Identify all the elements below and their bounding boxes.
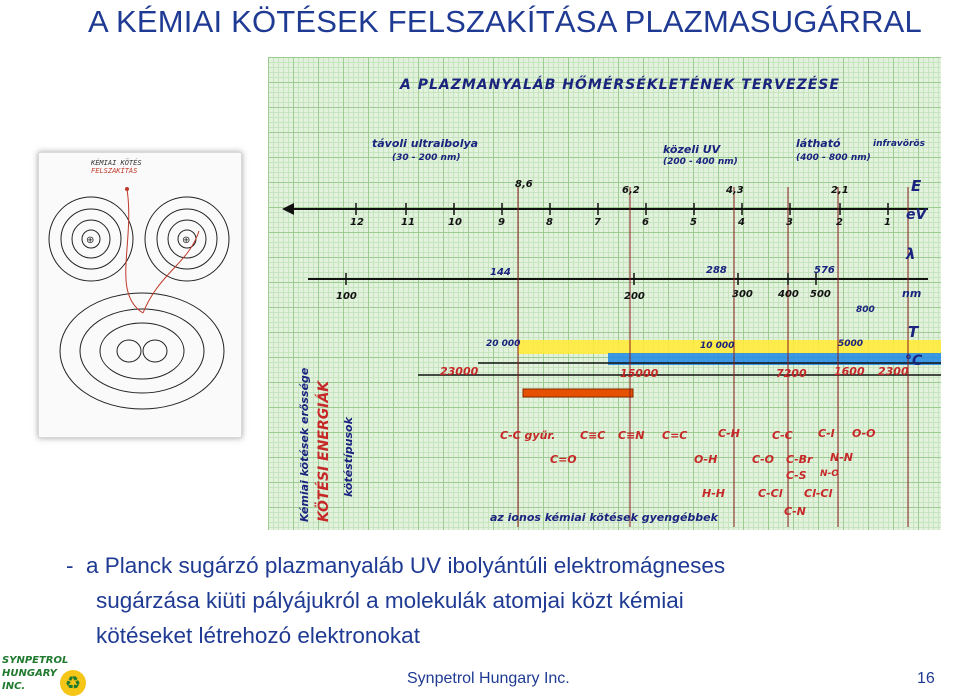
svg-text:⊕: ⊕ [182, 235, 191, 246]
t-axis-unit: °C [905, 353, 923, 369]
bond-label: C-C gyűr. [500, 429, 556, 442]
company-logo [0, 652, 92, 698]
ev-tick: 8 [546, 217, 553, 228]
t-lower-mark: 7200 [776, 367, 807, 380]
t-lower-mark: 15000 [620, 367, 659, 380]
ev-tick: 12 [350, 217, 364, 228]
wl-mark: 800 [856, 305, 875, 315]
ev-tick: 11 [401, 217, 415, 228]
bullet-line: a Planck sugárzó plazmanyaláb UV ibolyántúli elektromágneses [86, 553, 726, 578]
ev-tick: 1 [884, 217, 891, 228]
logo-line: SYNPETROL [2, 655, 69, 666]
wl-mark: 576 [814, 265, 835, 276]
bond-label: O-O [852, 427, 876, 440]
wl-tick: 500 [810, 289, 831, 300]
ev-tick: 3 [786, 217, 793, 228]
wl-tick: 300 [732, 289, 753, 300]
wl-tick: 100 [336, 291, 357, 302]
bond-label: C-I [818, 427, 835, 440]
t-lower-mark: 1600 [834, 365, 865, 378]
sketch-subtitle: FELSZAKÍTÁS [91, 167, 138, 175]
bond-label: C≡N [618, 429, 645, 442]
bond-energy-label: KÖTÉSI ENERGIÁK [316, 380, 332, 522]
visible-label: látható [796, 137, 841, 150]
logo-line: INC. [2, 681, 26, 692]
ev-mark: 8,6 [515, 179, 533, 190]
wl-tick: 200 [624, 291, 645, 302]
ev-tick: 10 [448, 217, 462, 228]
wl-mark: 288 [706, 265, 727, 276]
t-lower-mark: 23000 [440, 365, 479, 378]
bond-label: Cl-Cl [804, 487, 833, 500]
ionic-bond-note: az ionos kémiai kötések gyengébbek [490, 511, 718, 524]
bond-label: N-N [830, 451, 853, 464]
t-upper-mark: 10 000 [700, 341, 735, 351]
near-uv-label: közeli UV [663, 143, 721, 156]
ev-tick: 4 [738, 217, 745, 228]
bond-label: C-O [752, 453, 774, 466]
footer-company: Synpetrol Hungary Inc. [407, 670, 570, 687]
logo-line: HUNGARY [2, 668, 57, 679]
ev-axis-label: E [911, 177, 922, 195]
bond-label: C-N [784, 505, 806, 518]
t-upper-mark: 5000 [838, 339, 864, 349]
bullet-line: kötéseket létrehozó elektronokat [96, 623, 420, 648]
bullet-line: sugárzása kiüti pályájukról a molekulák atomjai közt kémiai [96, 588, 684, 613]
bond-label: N-O [820, 469, 839, 479]
ev-tick: 5 [690, 217, 697, 228]
ev-axis-unit: eV [906, 207, 927, 223]
slide-title: A KÉMIAI KÖTÉSEK FELSZAKÍTÁSA PLAZMASUGÁRRAL [88, 4, 922, 39]
far-uv-range: (30 - 200 nm) [392, 153, 461, 163]
atom-sketch [38, 152, 242, 438]
atom-orbit-drawing [39, 153, 241, 437]
bullet-dash: - [66, 553, 74, 578]
bond-label: C=O [550, 453, 577, 466]
page-number: 16 [917, 670, 935, 687]
wl-axis-label: λ [906, 245, 916, 263]
diagram-heading: A PLAZMANYALÁB HŐMÉRSÉKLETÉNEK TERVEZÉSE [400, 77, 840, 93]
sketch-title: KÉMIAI KÖTÉS [91, 159, 142, 167]
recycle-icon: ♻ [60, 670, 86, 696]
bond-label: C-C [772, 429, 793, 442]
far-uv-label: távoli ultraibolya [372, 137, 479, 150]
near-uv-range: (200 - 400 nm) [663, 157, 738, 167]
bond-label: C-Cl [758, 487, 783, 500]
wl-axis-unit: nm [902, 287, 922, 300]
t-lower-mark: 2300 [878, 365, 909, 378]
ev-tick: 2 [836, 217, 843, 228]
wl-mark: 144 [490, 267, 511, 278]
wl-tick: 400 [778, 289, 799, 300]
bond-types-label: kötéstípusok [342, 417, 355, 497]
t-upper-mark: 20 000 [486, 339, 521, 349]
bond-label: C≡C [580, 429, 606, 442]
bullet-text [66, 548, 946, 653]
bond-label: O-H [694, 453, 718, 466]
bond-label: C-H [718, 427, 740, 440]
ev-mark: 6,2 [622, 185, 640, 196]
bond-label: H-H [702, 487, 725, 500]
ev-tick: 9 [498, 217, 505, 228]
ev-mark: 4,3 [726, 185, 744, 196]
svg-text:⊕: ⊕ [86, 235, 95, 246]
plasma-temperature-diagram [268, 57, 941, 530]
bond-label: C-S [786, 469, 807, 482]
bond-strength-label: Kémiai kötések erőssége [298, 367, 311, 522]
bond-label: C-Br [786, 453, 813, 466]
ev-tick: 7 [594, 217, 601, 228]
visible-range: (400 - 800 nm) [796, 153, 871, 163]
bond-label: C=C [662, 429, 688, 442]
ev-tick: 6 [642, 217, 649, 228]
ev-mark: 2,1 [831, 185, 849, 196]
t-axis-label: T [908, 323, 919, 341]
infrared-label: infravörös [873, 139, 925, 149]
